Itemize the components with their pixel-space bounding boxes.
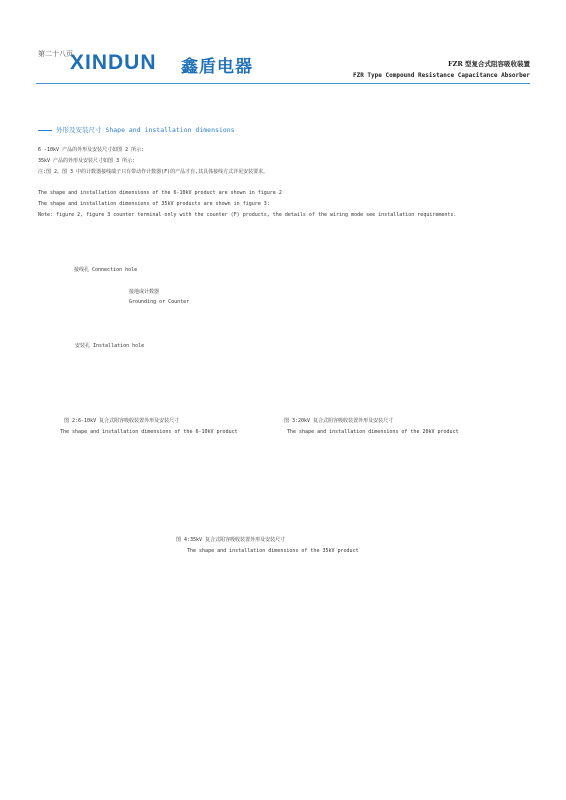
grounding-label-english: Grounding or Counter (129, 299, 190, 305)
note-en-1: The shape and installation dimensions of the 6-10kV product are shown in figure 2 (38, 190, 282, 196)
note-en-2: The shape and installation dimensions of 35kV products are shown in figure 3: (38, 201, 270, 207)
section-heading-text: 外形及安装尺寸 Shape and installation dimensions (56, 126, 235, 134)
figure-2-caption-english: The shape and installation dimensions of the 6-10kV product (60, 429, 238, 435)
product-title-chinese: FZR 型复合式阻容吸收装置 (447, 60, 530, 68)
brand-logo-latin: XINDUN (70, 51, 157, 74)
figure-2-caption-chinese: 图 2:6-10kV 复合式阻容吸收装置外形及安装尺寸 (64, 418, 180, 424)
note-cn-3: 注:图 2、图 3 中的计数器接线端子只有带动作计数器(F)的产品才有,其具体接线方式详见安装要求。 (38, 169, 269, 175)
header-divider (36, 83, 530, 84)
figure-3-caption-english: The shape and installation dimensions of the 20kV product (287, 429, 459, 435)
note-en-3: Note: figure 2, figure 3 counter terminal only with the counter (F) products, the details of the wiring mode see installation requirements. (38, 212, 457, 218)
figure-3-caption-chinese: 图 3:20kV 复合式阻容吸收装置外形及安装尺寸 (284, 418, 394, 424)
page-number: 第二十八页 (38, 50, 73, 58)
installation-hole-label: 安装孔 Installation hole (75, 343, 145, 349)
section-heading-dash (38, 130, 52, 131)
grounding-label-chinese: 接地或计数器 (129, 289, 160, 295)
brand-logo-chinese: 鑫盾电器 (181, 57, 253, 77)
note-cn-1: 6 -10kV 产品的外形及安装尺寸如图 2 所示: (38, 147, 145, 153)
section-heading (38, 125, 235, 134)
product-title-english: FZR Type Compound Resistance Capacitance Absorber (352, 72, 530, 79)
note-cn-2: 35kV 产品的外形及安装尺寸如图 3 所示: (38, 158, 136, 164)
figure-4-caption-english: The shape and installation dimensions of the 35kV product (187, 548, 359, 554)
connection-hole-label: 接线孔 Connection hole (74, 267, 138, 273)
figure-4-caption-chinese: 图 4:35kV 复合式阻容吸收装置外形及安装尺寸 (176, 537, 286, 543)
